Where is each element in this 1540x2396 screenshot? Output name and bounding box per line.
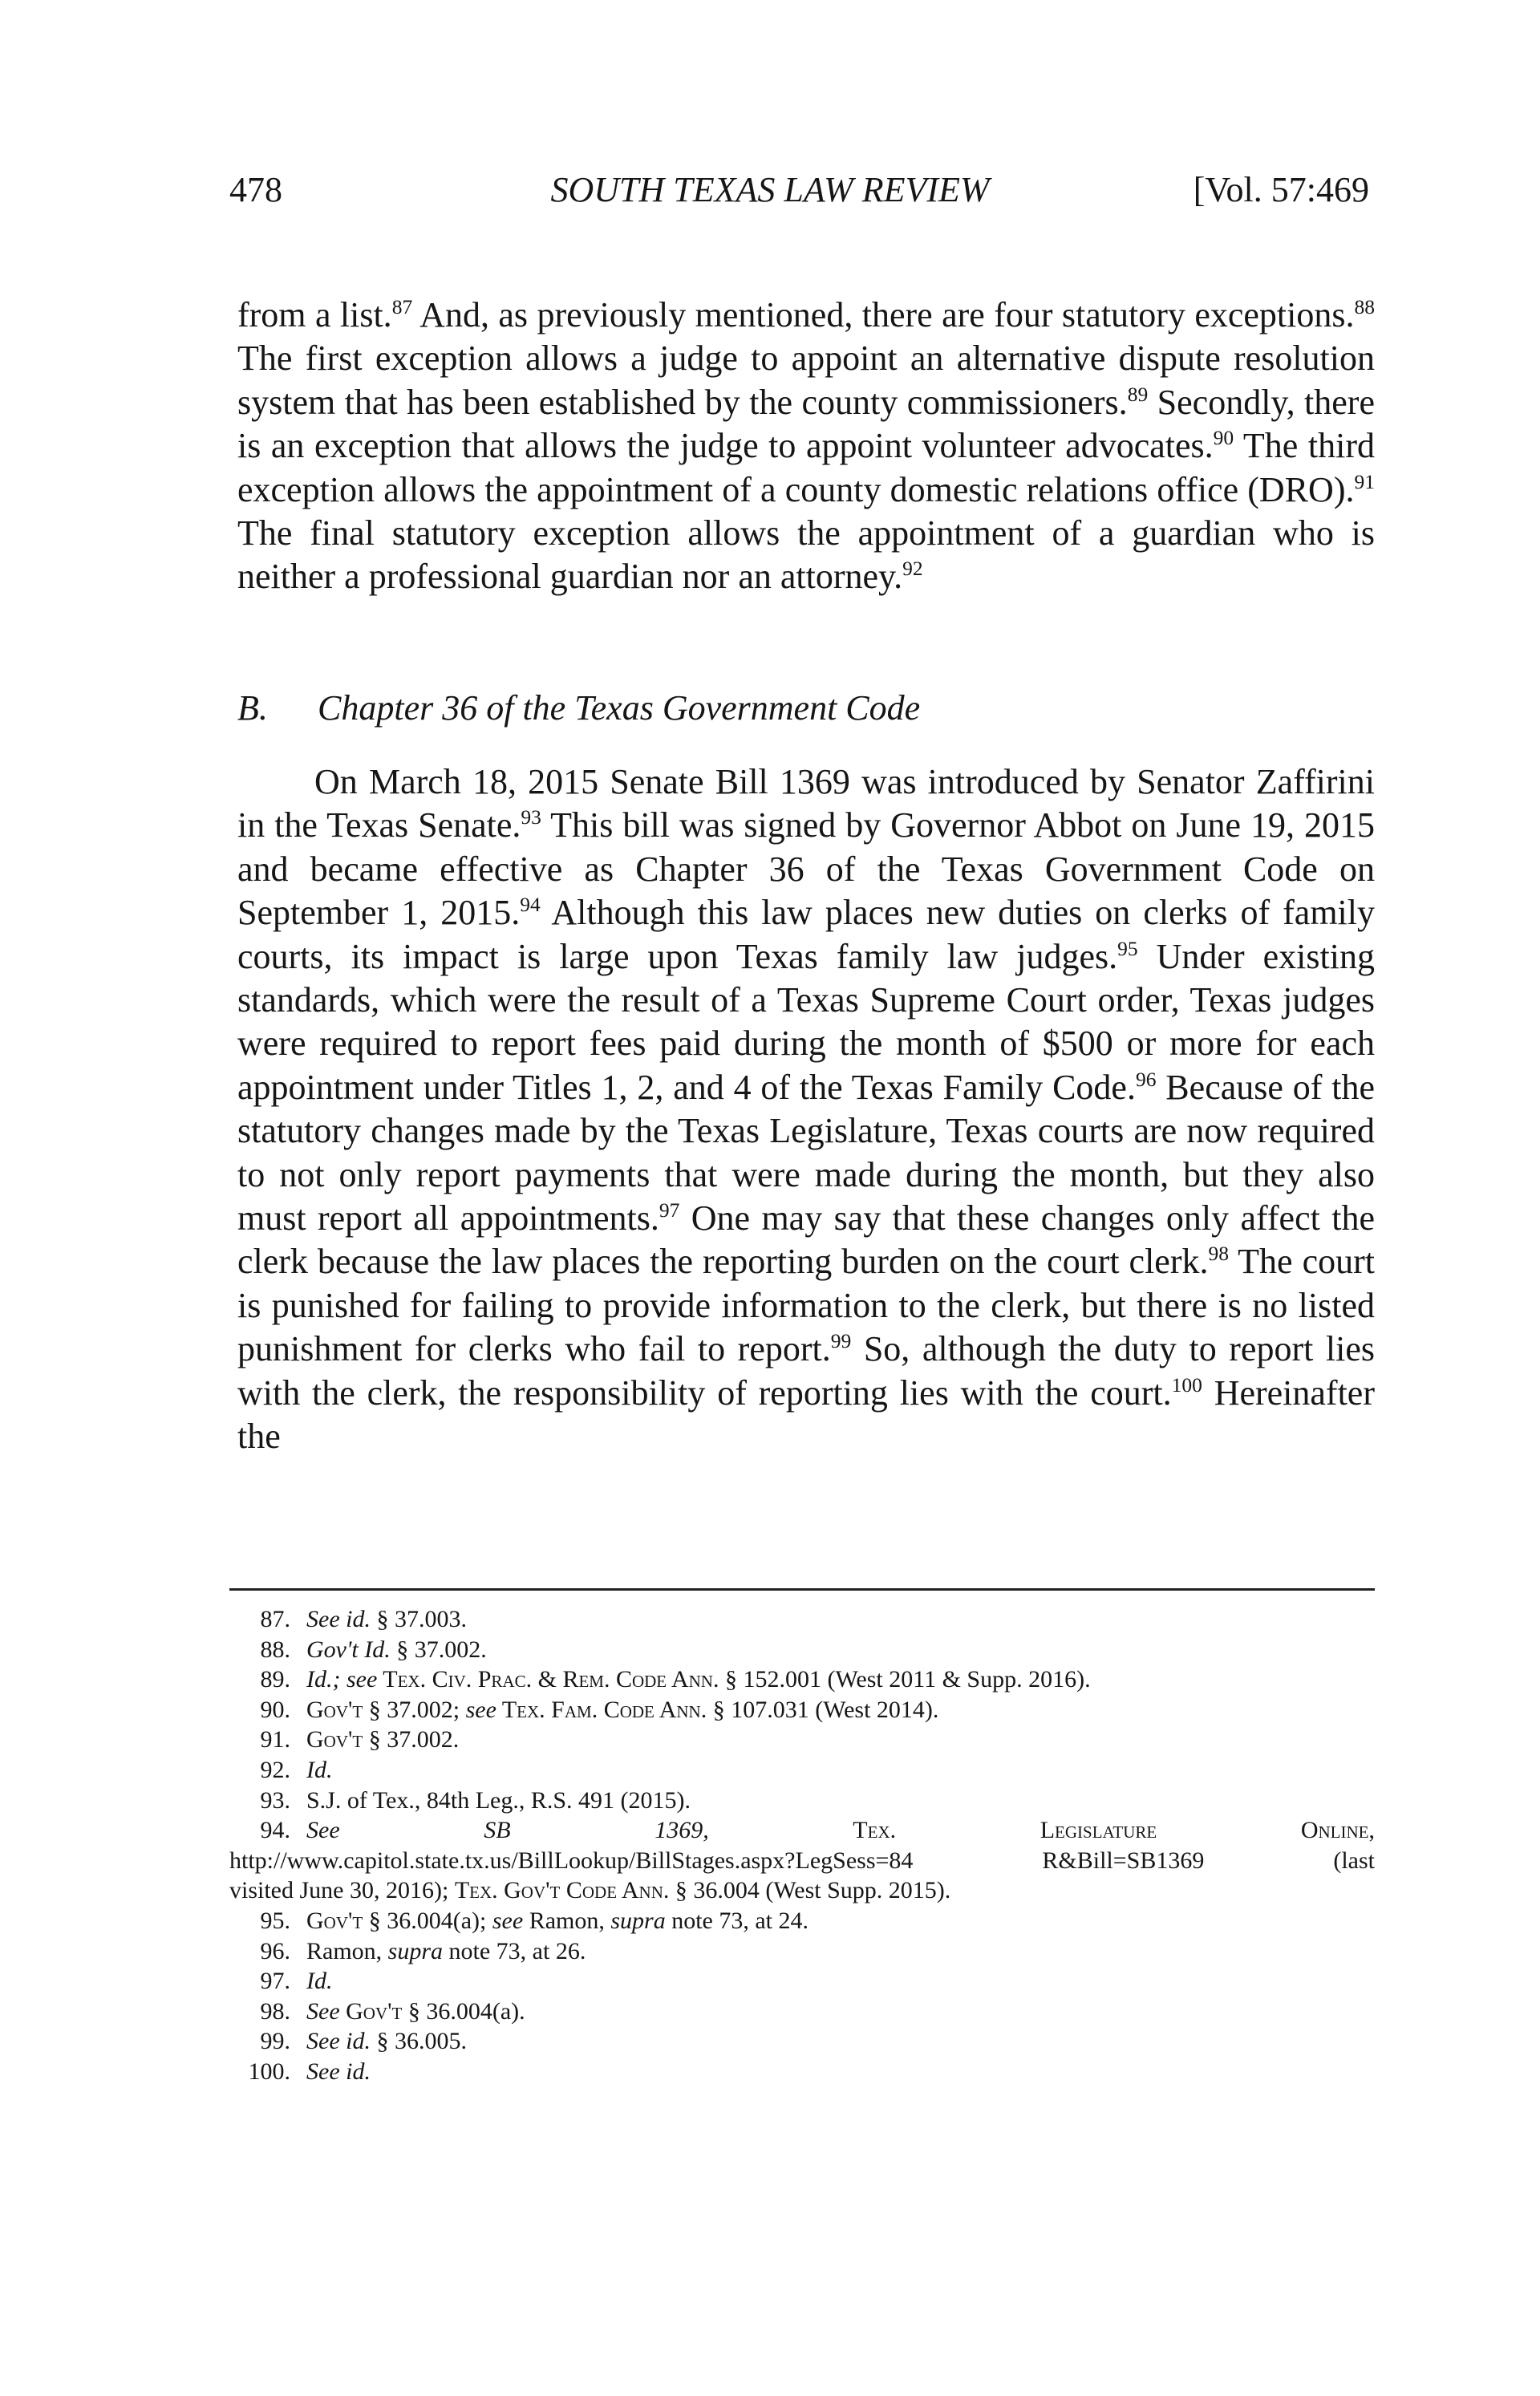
text-run: Gov't Id. <box>306 1636 391 1663</box>
footnote-98 <box>229 1997 1375 2027</box>
footnote-ref-88[interactable]: 88 <box>1354 295 1376 319</box>
running-header-volume: [Vol. 57:469 <box>1193 170 1369 209</box>
footnote-93 <box>229 1786 1375 1816</box>
footnote-99 <box>229 2026 1375 2057</box>
footnote-number: 93. <box>260 1786 290 1814</box>
footnote-87 <box>229 1604 1375 1635</box>
footnote-number: 88. <box>260 1636 290 1663</box>
text-run: Legislature <box>1040 1817 1157 1844</box>
text-run: Gov't <box>306 1726 363 1753</box>
text-run: from a list. <box>237 295 392 334</box>
footnote-94-line-3 <box>229 1875 1375 1906</box>
footnote-ref-92[interactable]: 92 <box>902 557 923 581</box>
text-run: The court is punished for failing to provide information to the clerk, but there is no listed punishment for clerks who fail to report. <box>237 1242 1375 1369</box>
text-run: note 73, at 24. <box>665 1907 809 1934</box>
text-run: § 36.004 (West Supp. 2015). <box>669 1877 951 1904</box>
text-run: supra <box>610 1907 666 1934</box>
footnote-97 <box>229 1966 1375 1997</box>
footnote-number: 97. <box>260 1968 290 1995</box>
text-run: § 37.002. <box>390 1636 487 1663</box>
text-run: And, as previously mentioned, there are four statutory exceptions. <box>412 295 1355 334</box>
footnote-number: 92. <box>260 1756 290 1783</box>
text-run: § 152.001 (West 2011 & Supp. 2016). <box>719 1666 1091 1693</box>
footnote-ref-91[interactable]: 91 <box>1354 469 1375 493</box>
footnote-number: 91. <box>260 1726 290 1753</box>
text-run: visited June 30, 2016); <box>229 1877 455 1904</box>
text-run: § 37.003. <box>370 1606 467 1632</box>
footnote-ref-98[interactable]: 98 <box>1208 1242 1229 1266</box>
text-run: Ramon, <box>306 1937 388 1964</box>
footnote-92 <box>229 1755 1375 1786</box>
footnote-94 <box>229 1815 1375 1906</box>
footnote-90 <box>229 1695 1375 1725</box>
footnote-ref-96[interactable]: 96 <box>1135 1068 1157 1092</box>
footnote-divider <box>229 1588 1375 1591</box>
text-run: See id. <box>306 2028 371 2055</box>
text-run: The third exception allows the appointment of a county domestic relations office (DRO). <box>237 426 1375 509</box>
text-run: The first exception allows a judge to appoint an alternative dispute resolution system that has been established by the county commissioners. <box>237 339 1375 422</box>
text-run: § 37.002. <box>363 1726 460 1753</box>
text-run: § 37.002; <box>363 1696 466 1723</box>
text-run: S.J. of Tex., 84th Leg., R.S. 491 (2015). <box>306 1786 691 1814</box>
text-run: On March 18, 2015 Senate Bill 1369 was introduced by Senator Zaffirini in the Texas Senate. <box>237 762 1375 845</box>
text-run: See id. <box>306 1606 371 1632</box>
footnote-number: 98. <box>260 1997 290 2025</box>
footnote-89 <box>229 1664 1375 1695</box>
text-run: Although this law places new duties on clerks of family courts, its impact is large upon Texas family law judges. <box>237 893 1375 976</box>
text-run: The final statutory exception allows the appointment of a guardian who is neither a professional guardian nor an attorney. <box>237 513 1375 597</box>
footnote-96 <box>229 1936 1375 1967</box>
text-run: Gov't <box>306 1696 363 1723</box>
text-run: § 107.031 (West 2014). <box>707 1696 939 1723</box>
text-run: Tex. Civ. Prac. & Rem. Code Ann. <box>377 1666 719 1693</box>
text-run: § 36.004(a); <box>363 1907 492 1934</box>
section-heading <box>237 687 920 730</box>
text-run: Secondly, there is an exception that allows the judge to appoint volunteer advocates. <box>237 382 1375 466</box>
paragraph-2 <box>237 760 1375 1459</box>
text-run: see <box>465 1696 496 1723</box>
footnote-ref-99[interactable]: 99 <box>830 1329 852 1353</box>
text-run: Id. <box>306 1756 333 1783</box>
footnote-number: 96. <box>260 1937 290 1964</box>
text-run: see <box>492 1907 524 1934</box>
text-run: Online, <box>1300 1817 1375 1844</box>
footnote-number: 87. <box>260 1606 290 1632</box>
text-run: Ramon, <box>523 1907 611 1934</box>
text-run: Id.; see <box>306 1666 378 1693</box>
text-run: Gov't <box>339 1997 403 2025</box>
section-title: Chapter 36 of the Texas Government Code <box>318 688 921 728</box>
body-text-section-b <box>237 760 1375 1459</box>
text-run: One may say that these changes only affect the clerk because the law places the reporting burden on the court clerk. <box>237 1198 1375 1282</box>
text-run: § 36.004(a). <box>402 1997 525 2025</box>
text-run: So, although the duty to report lies with the clerk, the responsibility of reporting lies with the court. <box>237 1329 1375 1413</box>
running-header-journal: SOUTH TEXAS LAW REVIEW <box>550 170 990 209</box>
text-run: See <box>306 1997 340 2025</box>
footnote-number: 89. <box>260 1666 290 1693</box>
text-run: § 36.005. <box>370 2028 467 2055</box>
footnotes <box>229 1604 1375 2087</box>
footnote-number: 99. <box>260 2028 290 2055</box>
text-run: Id. <box>306 1968 333 1995</box>
footnote-number: 90. <box>260 1696 290 1723</box>
footnote-ref-89[interactable]: 89 <box>1127 383 1149 406</box>
text-run: See <box>306 1817 340 1844</box>
text-run: Tex. <box>853 1817 897 1844</box>
text-run: Tex. Fam. Code Ann. <box>496 1696 707 1723</box>
section-letter: B. <box>237 688 268 728</box>
text-run: Tex. Gov't Code Ann. <box>454 1877 670 1904</box>
footnote-ref-90[interactable]: 90 <box>1213 426 1234 450</box>
footnote-ref-100[interactable]: 100 <box>1171 1372 1202 1397</box>
body-text <box>237 294 1375 599</box>
running-header-page-number: 478 <box>229 170 282 209</box>
text-run: Because of the statutory changes made by the Texas Legislature, Texas courts are now required to not only report payments that were made during the month, but they also must report all appointments. <box>237 1067 1375 1239</box>
footnote-ref-97[interactable]: 97 <box>659 1198 680 1222</box>
footnote-94-line-1 <box>229 1815 1375 1846</box>
footnote-94-url-link[interactable]: http://www.capitol.state.tx.us/BillLookup/BillStages.aspx?LegSess=84 R&Bill=SB1369 (last <box>229 1847 1375 1874</box>
text-run: 1369, <box>654 1817 709 1844</box>
text-run: See id. <box>306 2057 371 2085</box>
footnote-88 <box>229 1635 1375 1665</box>
footnote-91 <box>229 1725 1375 1755</box>
text-run: note 73, at 26. <box>443 1937 586 1964</box>
footnote-ref-95[interactable]: 95 <box>1117 936 1138 960</box>
footnote-number: 100. <box>248 2057 290 2085</box>
text-run: SB <box>484 1817 511 1844</box>
text-run: Under existing standards, which were the result of a Texas Supreme Court order, Texas judges were required to report fees paid during the month of $500 or more for each appointment under Titles 1, 2, and 4 of the Texas Family Code. <box>237 936 1375 1107</box>
footnote-100 <box>229 2057 1375 2087</box>
text-run: Gov't <box>306 1907 363 1934</box>
footnote-ref-94[interactable]: 94 <box>520 893 541 917</box>
footnote-ref-87[interactable]: 87 <box>391 295 413 319</box>
footnote-number: 95. <box>260 1907 290 1934</box>
text-run: Hereinafter the <box>237 1372 1375 1457</box>
footnote-ref-93[interactable]: 93 <box>521 805 541 829</box>
footnote-95 <box>229 1906 1375 1936</box>
paragraph-1 <box>237 294 1375 599</box>
text-run: This bill was signed by Governor Abbot on June 19, 2015 and became effective as Chapter 36 of the Texas Government Code on September 1, 2015. <box>237 805 1375 933</box>
footnote-number: 94. <box>260 1817 290 1844</box>
text-run: supra <box>387 1937 444 1964</box>
